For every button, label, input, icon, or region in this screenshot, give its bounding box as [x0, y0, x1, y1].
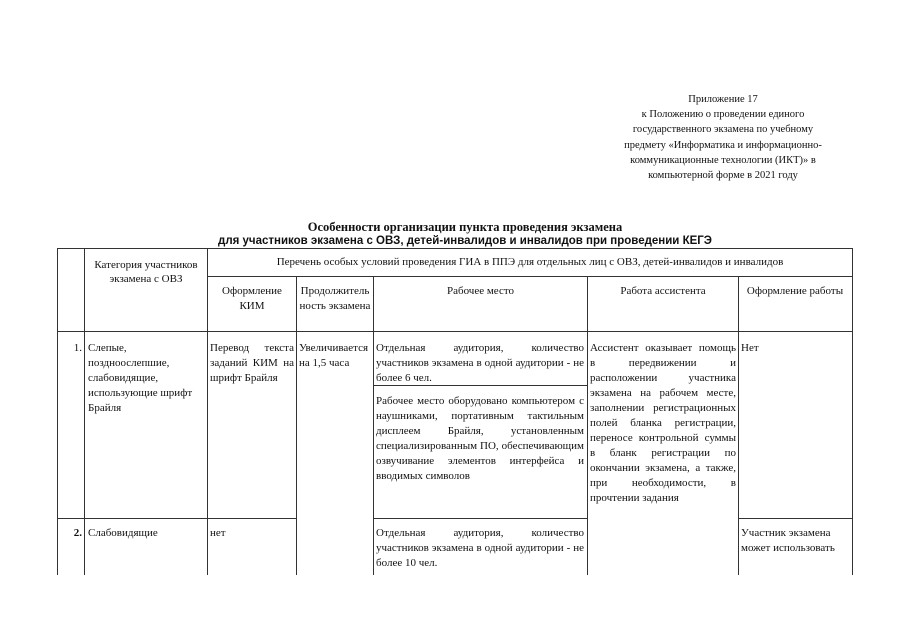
- row-workplace-1: Отдельная аудитория, количество участников экзамена в одной аудитории - не более 6 чел.: [376, 342, 584, 384]
- row-workplace-2: Рабочее место оборудовано компьютером с наушниками, портативным тактильным дисплеем Брайля, установленным специализированным ПО, обеспечивающим озвучивание элементов интерфейса и вводимых символов: [376, 395, 584, 482]
- row-number: 1.: [73, 342, 82, 354]
- document-subtitle: для участников экзамена с ОВЗ, детей-инвалидов и инвалидов при проведении КЕГЭ: [218, 235, 712, 247]
- row-duration: Увеличивается на 1,5 часа: [299, 342, 369, 369]
- row-kim: Перевод текста заданий КИМ на шрифт Брайля: [210, 342, 294, 384]
- appendix-line: коммуникационные технологии (ИКТ)» в: [630, 154, 816, 166]
- row-workplace-1: Отдельная аудитория, количество участников экзамена в одной аудитории - не более 10 чел.: [376, 527, 584, 569]
- appendix-line: государственного экзамена по учебному: [632, 124, 814, 136]
- header-kim: Оформление КИМ: [222, 285, 282, 312]
- appendix-line: предмету «Информатика и информационно-: [624, 139, 822, 151]
- row-category: Слепые, поздноослепшие, слабовидящие, использующие шрифт Брайля: [88, 342, 193, 414]
- row-kim: нет: [210, 527, 226, 539]
- header-duration: Продолжительность экзамена: [299, 285, 371, 312]
- row-work-design: Нет: [741, 342, 759, 354]
- row-number: 2.: [73, 527, 82, 539]
- appendix-line: компьютерной форме в 2021 году: [648, 170, 798, 182]
- appendix-line: к Положению о проведении единого: [641, 109, 805, 121]
- row-assistant: Ассистент оказывает помощь в передвижении и расположении участника экзамена на рабочем месте, заполнении регистрационных полей бланка регистрации, переносе контрольной суммы в бланк регистрации по окончании экзамена, а также, при необходимости, в прочтении задания: [590, 342, 736, 504]
- row-category: Слабовидящие: [88, 527, 158, 539]
- header-category: Категория участников экзамена с ОВЗ: [94, 259, 198, 285]
- appendix-line: Приложение 17: [688, 94, 758, 105]
- appendix-header: [598, 92, 848, 183]
- document-title: Особенности организации пункта проведения экзамена: [307, 220, 623, 234]
- header-assistant: Работа ассистента: [620, 285, 706, 297]
- header-work-design: Оформление работы: [746, 285, 844, 297]
- row-work-design: Участник экзамена может использовать: [741, 527, 835, 554]
- header-conditions: Перечень особых условий проведения ГИА в ППЭ для отдельных лиц с ОВЗ, детей-инвалидов и инвалидов: [276, 256, 784, 268]
- header-workplace: Рабочее место: [446, 285, 515, 297]
